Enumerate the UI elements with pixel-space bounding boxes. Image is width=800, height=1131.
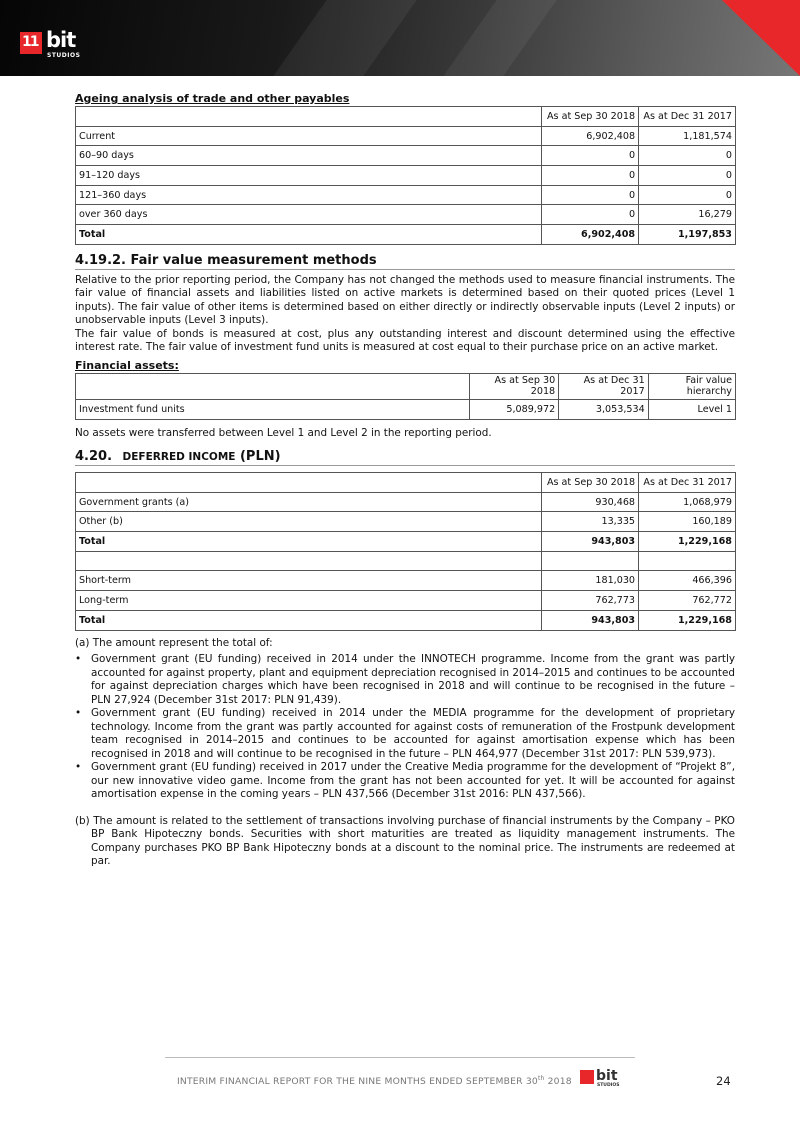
cell-value: Level 1 <box>648 399 735 419</box>
footer-title-text: INTERIM FINANCIAL REPORT FOR THE NINE MONTHS ENDED SEPTEMBER 30 <box>177 1076 538 1088</box>
cell-value: 762,773 <box>542 591 639 611</box>
table-total-row <box>76 532 736 552</box>
table-row <box>76 492 736 512</box>
cell-value: 762,772 <box>639 591 736 611</box>
row-label: Other (b) <box>76 512 542 532</box>
heading-unit: (PLN) <box>239 449 281 464</box>
cell-value: 1,229,168 <box>639 610 736 630</box>
table-row <box>76 166 736 186</box>
section-heading-deferred-income <box>75 449 735 466</box>
table-row <box>76 512 736 532</box>
table-header-row <box>76 373 736 399</box>
financial-assets-title: Financial assets: <box>75 358 179 372</box>
table-row <box>76 205 736 225</box>
row-label: Investment fund units <box>76 399 470 419</box>
table-row <box>76 571 736 591</box>
table-row <box>76 399 736 419</box>
cell-value: 1,068,979 <box>639 492 736 512</box>
table-row <box>76 591 736 611</box>
cell-value: 0 <box>542 185 639 205</box>
row-label: Total <box>76 532 542 552</box>
cell-value: 0 <box>542 205 639 225</box>
table-row <box>76 126 736 146</box>
list-item: • Government grant (EU funding) received in 2014 under the MEDIA programme for the development of proprietary technology. Income from the grant was partly accounted for against costs of remuneration of the Frostpunk development team recognised in 2014–2015 and continues to be accounted for against amortisation expense which has been recognised in 2018 and will continue to be recognised in the future – PLN 464,977 (December 31st 2017: PLN 539,973). <box>75 707 735 761</box>
table-header-row <box>76 107 736 127</box>
column-header: As at Sep 30 2018 <box>542 473 639 493</box>
cell-value: 16,279 <box>639 205 736 225</box>
footer-logo <box>580 1068 626 1092</box>
cell-value: 943,803 <box>542 610 639 630</box>
row-label: 91–120 days <box>76 166 542 186</box>
fair-value-paragraph-1: Relative to the prior reporting period, the Company has not changed the methods used to measure financial instruments. The fair value of financial assets and liabilities listed on active markets is determined based on their quoted prices (Level 1 inputs). The fair value of other items is determined based on either directly or indirectly observable inputs (Level 2 inputs) or unobservable inputs (Level 3 inputs). <box>75 273 735 327</box>
cell-value: 0 <box>542 146 639 166</box>
table-row <box>76 185 736 205</box>
table-row <box>76 146 736 166</box>
list-item: • Government grant (EU funding) received in 2014 under the INNOTECH programme. Income from the grant was partly accounted for against property, plant and equipment depreciation recognised in 2014–2015 and continues to be accounted for against depreciation charges which have been recognised in 2018 and will continue to be recognised in the future – PLN 27,924 (December 31st 2017: PLN 91,439). <box>75 653 735 707</box>
cell-value: 1,229,168 <box>639 532 736 552</box>
company-logo <box>20 30 100 64</box>
financial-assets-table <box>75 373 736 420</box>
footer-title-year: 2018 <box>544 1076 572 1088</box>
page-header-banner <box>0 0 800 76</box>
logo-studios: STUDIOS <box>47 52 81 59</box>
column-header: As at Sep 30 2018 <box>469 373 559 399</box>
footer-title-superscript: th <box>537 1075 545 1082</box>
cell-value: 1,181,574 <box>639 126 736 146</box>
logo-ones: 11 <box>22 34 38 50</box>
table-cell <box>76 551 542 571</box>
note-a-list <box>75 653 735 802</box>
column-header: As at Dec 31 2017 <box>559 373 649 399</box>
fair-value-paragraph-2: The fair value of bonds is measured at cost, plus any outstanding interest and discount determined using the effective interest rate. The fair value of investment fund units is measured at cost equal to their purchase price on an active market. <box>75 327 735 354</box>
cell-value: 6,902,408 <box>542 126 639 146</box>
row-label: 60–90 days <box>76 146 542 166</box>
row-label: Current <box>76 126 542 146</box>
cell-value: 943,803 <box>542 532 639 552</box>
row-label: Short-term <box>76 571 542 591</box>
footer-divider <box>165 1057 635 1058</box>
row-label: over 360 days <box>76 205 542 225</box>
column-header: As at Dec 31 2017 <box>639 107 736 127</box>
cell-value: 930,468 <box>542 492 639 512</box>
cell-value: 5,089,972 <box>469 399 559 419</box>
header-decoration <box>273 0 416 76</box>
deferred-income-table <box>75 472 736 631</box>
header-decoration <box>443 0 556 76</box>
note-a-intro: (a) The amount represent the total of: <box>75 636 273 649</box>
payables-table <box>75 106 736 245</box>
column-header: As at Sep 30 2018 <box>542 107 639 127</box>
logo-red-square <box>580 1070 594 1084</box>
table-total-row <box>76 225 736 245</box>
heading-number: 4.20. <box>75 449 113 464</box>
table-cell <box>76 107 542 127</box>
column-header: As at Dec 31 2017 <box>639 473 736 493</box>
section-heading-fair-value: 4.19.2. Fair value measurement methods <box>75 253 735 270</box>
cell-value: 160,189 <box>639 512 736 532</box>
payables-title: Ageing analysis of trade and other payables <box>75 92 350 105</box>
column-header: Fair value hierarchy <box>648 373 735 399</box>
cell-value: 0 <box>639 185 736 205</box>
table-cell <box>76 473 542 493</box>
table-header-row <box>76 473 736 493</box>
cell-value: 13,335 <box>542 512 639 532</box>
note-b: (b) The amount is related to the settlement of transactions involving purchase of financial instruments by the Company – PKO BP Bank Hipoteczny bonds. Securities with short maturities are treated as liquidity management instruments. The Company purchases PKO BP Bank Hipoteczny bonds at a discount to the nominal price. The instruments are redeemed at par. <box>75 814 735 867</box>
table-cell <box>76 373 470 399</box>
cell-value: 0 <box>542 166 639 186</box>
table-spacer-row <box>76 551 736 571</box>
list-item: • Government grant (EU funding) received in 2017 under the Creative Media programme for the development of “Projekt 8”, our new innovative video game. Income from the grant has not been accounted for yet. It will be accounted for against amortisation expense in the coming years – PLN 437,566 (December 31st 2016: PLN 437,566). <box>75 761 735 802</box>
cell-value: 0 <box>639 146 736 166</box>
logo-studios: STUDIOS <box>597 1083 620 1088</box>
page-content <box>75 92 735 869</box>
row-label: 121–360 days <box>76 185 542 205</box>
row-label: Total <box>76 225 542 245</box>
footer-report-title <box>177 1075 572 1087</box>
cell-value: 6,902,408 <box>542 225 639 245</box>
row-label: Long-term <box>76 591 542 611</box>
page-number: 24 <box>716 1074 731 1088</box>
logo-bit: bit <box>46 28 76 52</box>
row-label: Government grants (a) <box>76 492 542 512</box>
table-cell <box>639 551 736 571</box>
cell-value: 3,053,534 <box>559 399 649 419</box>
row-label: Total <box>76 610 542 630</box>
cell-value: 466,396 <box>639 571 736 591</box>
cell-value: 181,030 <box>542 571 639 591</box>
table-cell <box>542 551 639 571</box>
header-red-corner <box>722 0 800 76</box>
table-total-row <box>76 610 736 630</box>
transfer-note: No assets were transferred between Level 1 and Level 2 in the reporting period. <box>75 426 492 439</box>
cell-value: 1,197,853 <box>639 225 736 245</box>
heading-title: DEFERRED INCOME <box>122 451 236 463</box>
logo-bit: bit <box>596 1068 618 1084</box>
cell-value: 0 <box>639 166 736 186</box>
